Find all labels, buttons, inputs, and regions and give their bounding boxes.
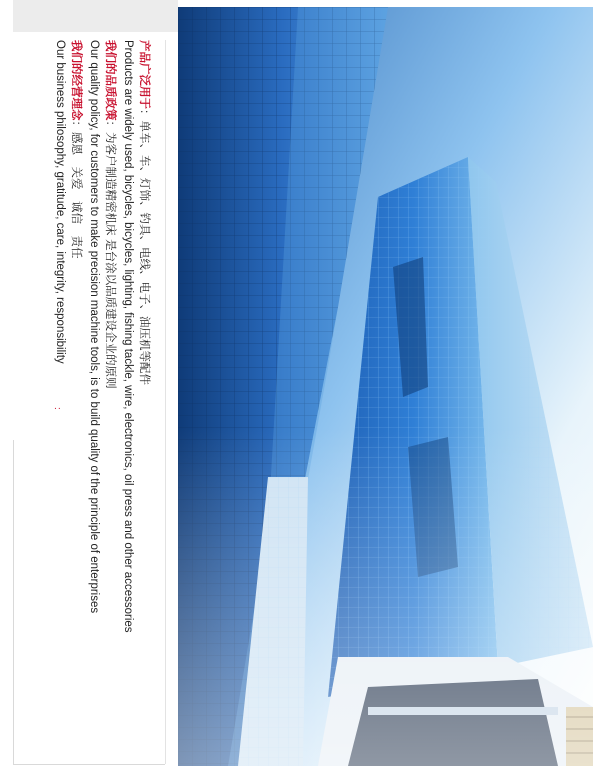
separator: ： [104,120,118,132]
quality-policy-en: Our quality policy, for customers to make precision machine tools, is to build quality of the principle of enterprises [88,40,100,614]
separator: ： [70,120,84,132]
business-philosophy-en: Our business philosophy, gratitude, care, integrity, responsibility [54,40,66,364]
skyscraper-illustration [178,7,593,766]
products-usage-cn [138,40,151,385]
quality-policy-cn [104,40,117,389]
products-usage-label: 产品广泛用于 [138,40,152,109]
decor-dots: .. [54,402,62,412]
separator: ： [138,109,152,121]
skyscraper-photo [178,7,593,766]
products-usage-en: Products are widely used, bicycles, bicycles, lighting, fishing tackle, wire, electronics, oil press and other accessories [122,40,134,633]
quality-policy-label: 我们的品质政策 [104,40,118,121]
business-philosophy-label: 我们的经营理念 [70,40,84,121]
panel-border-bottom [13,764,165,765]
business-philosophy-text: 感恩 关爱 诚信 责任 [70,132,84,259]
products-usage-text: 单车、车、灯饰、钓具、电线、电子、油压机等配件 [138,120,152,385]
business-philosophy-cn [70,40,83,259]
panel-border-right [165,40,166,764]
panel-border-left [13,440,14,764]
header-band [13,0,178,32]
quality-policy-text: 为客户制造精密机床 是台涂以品质建设企业的原则 [104,132,118,389]
